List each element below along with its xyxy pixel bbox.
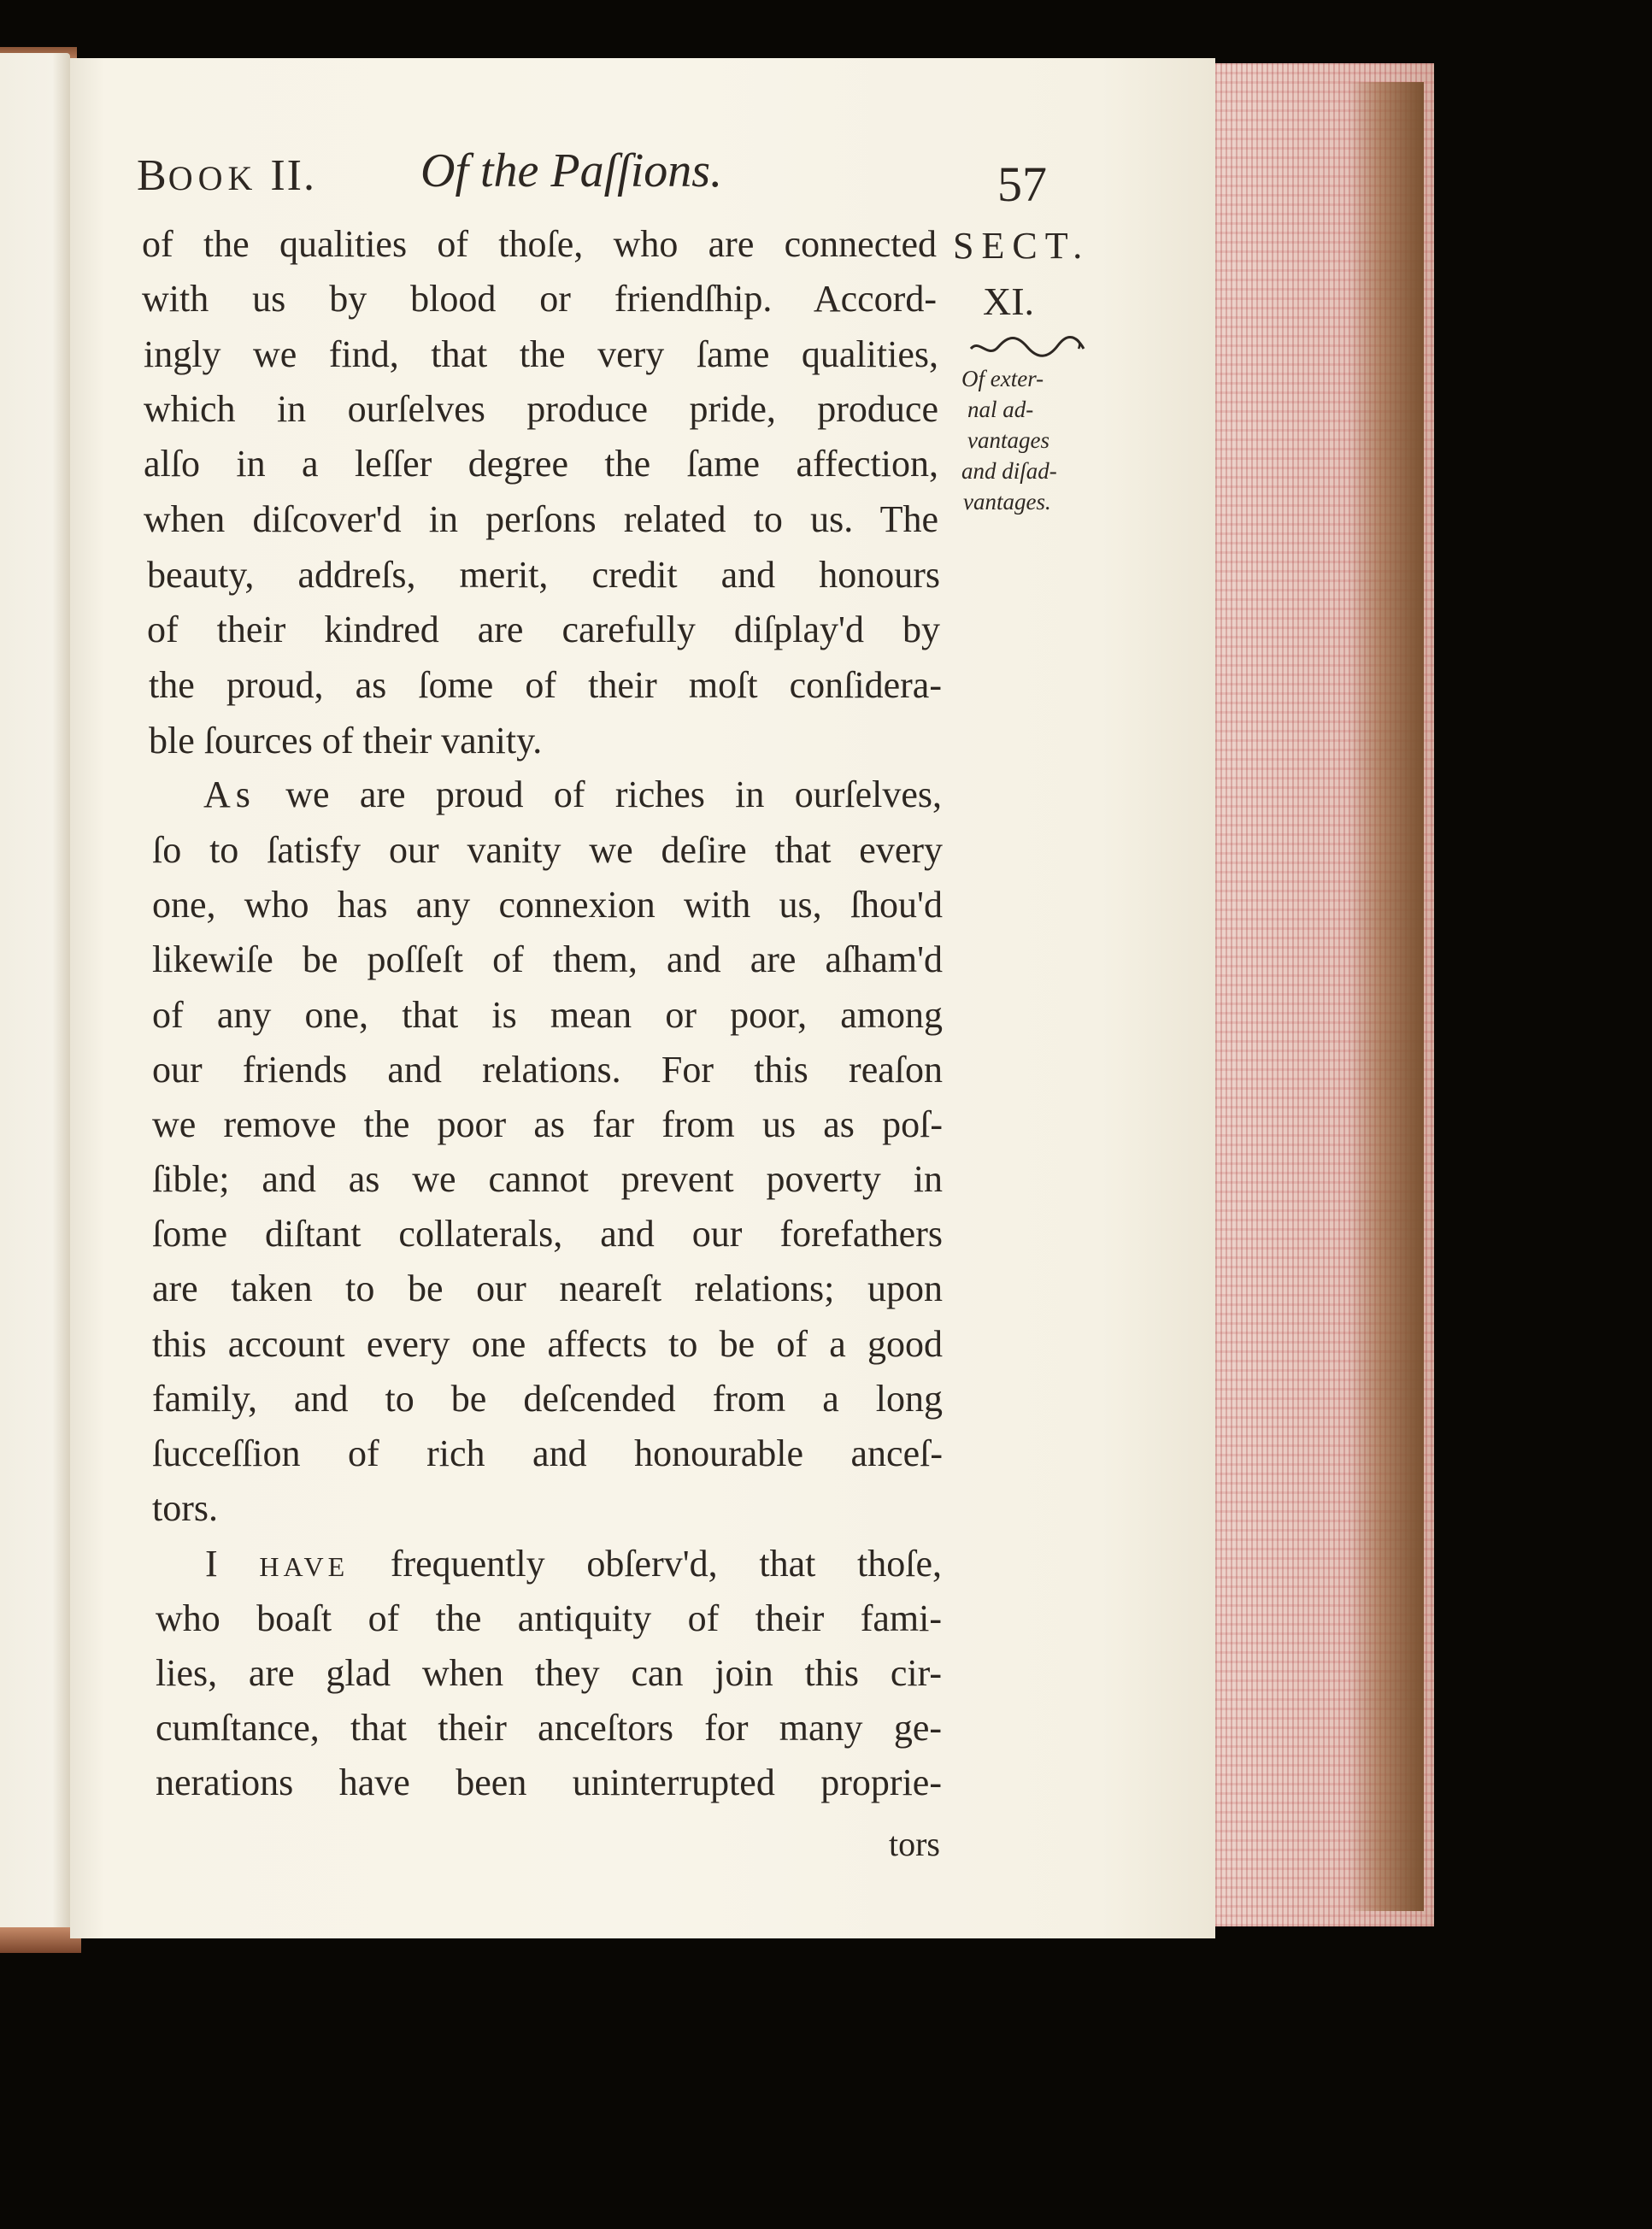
book-page [70, 58, 1215, 1938]
text-line: of any one, that is mean or poor, among [152, 994, 943, 1036]
text-line: I HAVE frequently obſerv'd, that thoſe, [205, 1543, 943, 1585]
text-line: As we are proud of riches in ourſelves, [203, 773, 943, 815]
catchword: tors [889, 1825, 940, 1863]
text-line: ingly we find, that the very ſame qualities, [144, 333, 938, 375]
text-line: family, and to be deſcended from a long [152, 1378, 943, 1420]
running-head-title: Of the Paſſions. [420, 144, 723, 197]
text-line: this account every one affects to be of a good [152, 1323, 943, 1365]
margin-note-line: vantages [967, 427, 1049, 453]
margin-note-line: Of exter- [961, 366, 1044, 391]
facing-page-edge [0, 53, 70, 1938]
running-head-book: BOOK II. [137, 151, 316, 200]
text-line: ſome diſtant collaterals, and our forefathers [152, 1213, 943, 1255]
text-line: of their kindred are carefully diſplay'd by [147, 609, 940, 650]
margin-note-line: nal ad- [967, 397, 1034, 422]
text-line: with us by blood or friendſhip. Accord- [142, 278, 937, 320]
text-line: tors. [152, 1487, 218, 1529]
section-number: XI. [983, 279, 1035, 323]
text-line: ble ſources of their vanity. [149, 720, 543, 762]
text-line: nerations have been uninterrupted proprie- [156, 1761, 942, 1803]
text-line: one, who has any connexion with us, ſhou'd [152, 884, 943, 926]
text-line: the proud, as ſome of their moſt conſidera- [149, 664, 942, 706]
text-line: which in ourſelves produce pride, produce [144, 388, 938, 430]
text-line: ſo to ſatisfy our vanity we deſire that every [152, 829, 943, 871]
page-block-shadow [1349, 82, 1424, 1911]
text-line: who boaſt of the antiquity of their fami- [156, 1597, 942, 1639]
text-line: we remove the poor as far from us as poſ- [152, 1103, 943, 1145]
text-line: alſo in a leſſer degree the ſame affection, [144, 443, 938, 485]
section-label: SECT. [953, 225, 1091, 267]
text-line: cumſtance, that their anceſtors for many ge- [156, 1707, 942, 1749]
margin-note-line: and diſad- [961, 458, 1057, 484]
text-line: lies, are glad when they can join this cir- [156, 1652, 942, 1694]
text-line: when diſcover'd in perſons related to us. The [144, 498, 938, 540]
margin-note-line: vantages. [963, 489, 1051, 515]
text-line: our friends and relations. For this reaſon [152, 1049, 943, 1091]
left-cover-edge-bottom [0, 1927, 81, 1953]
text-line: are taken to be our neareſt relations; upon [152, 1267, 943, 1309]
text-line: likewiſe be poſſeſt of them, and are aſham'd [152, 938, 943, 980]
text-line: of the qualities of thoſe, who are connected [142, 223, 937, 265]
text-line: ſible; and as we cannot prevent poverty in [152, 1158, 943, 1200]
text-line: beauty, addreſs, merit, credit and honours [147, 554, 940, 596]
text-line: ſucceſſion of rich and honourable anceſ- [152, 1432, 943, 1474]
page-number: 57 [997, 156, 1047, 212]
ornament-flourish-icon [967, 330, 1087, 364]
